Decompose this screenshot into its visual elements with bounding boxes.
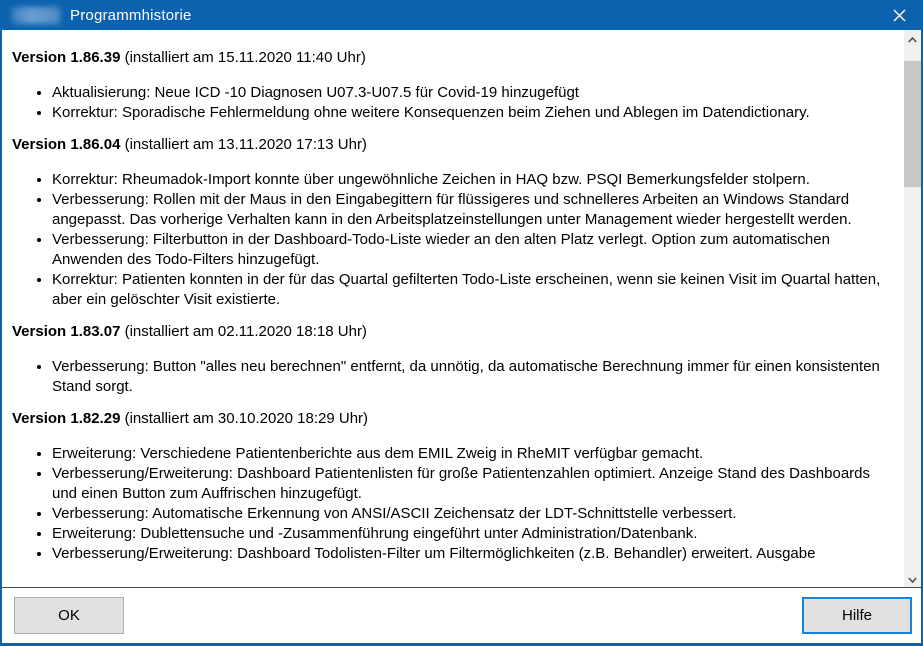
title-bar[interactable] <box>0 0 923 30</box>
close-icon <box>893 9 906 22</box>
version-installed: (installiert am 02.11.2020 18:18 Uhr) <box>124 323 367 340</box>
change-item: • Aktualisierung: Neue ICD -10 Diagnosen U07.3-U07.5 für Covid-19 hinzugefügt <box>52 83 884 103</box>
change-item: • Verbesserung: Rollen mit der Maus in den Eingabegittern für flüssigeres und schnelleres Arbeiten an Windows Standard angepasst. Das vorherige Verhalten kann in den Arbeitsplatzeinstellungen unter Management wieder hergestellt werden. <box>52 190 884 230</box>
history-panel <box>2 30 921 588</box>
change-item: • Erweiterung: Dublettensuche und -Zusammenführung eingeführt unter Administration/Datenbank. <box>52 524 884 544</box>
change-item: • Verbesserung/Erweiterung: Dashboard Todolisten-Filter um Filtermöglichkeiten (z.B. Behandler) erweitert. Ausgabe <box>52 544 884 564</box>
ok-button[interactable]: OK <box>14 597 124 634</box>
version-installed: (installiert am 13.11.2020 17:13 Uhr) <box>124 136 367 153</box>
change-item: • Verbesserung: Button "alles neu berechnen" entfernt, da unnötig, da automatische Berechnung immer für einen konsistenten Stand sorgt. <box>52 357 884 397</box>
version-number: Version 1.83.07 <box>12 323 121 340</box>
change-item: • Korrektur: Sporadische Fehlermeldung ohne weitere Konsequenzen beim Ziehen und Ablegen im Datendictionary. <box>52 103 884 123</box>
scrollbar-thumb[interactable] <box>904 61 921 187</box>
change-item: • Korrektur: Rheumadok-Import konnte über ungewöhnliche Zeichen in HAQ bzw. PSQI Bemerkungsfelder stolpern. <box>52 170 884 190</box>
chevron-down-icon <box>908 570 917 588</box>
change-item: • Erweiterung: Verschiedene Patientenberichte aus dem EMIL Zweig in RheMIT verfügbar gemacht. <box>52 444 884 464</box>
version-number: Version 1.82.29 <box>12 410 121 427</box>
version-heading <box>12 409 884 429</box>
scroll-down-button[interactable] <box>904 570 921 587</box>
version-section <box>12 48 884 123</box>
scrollbar[interactable] <box>904 30 921 587</box>
change-item: • Verbesserung: Filterbutton in der Dashboard-Todo-Liste wieder an den alten Platz verlegt. Option zum automatischen Anwenden des Todo-Filters hinzugefügt. <box>52 230 884 270</box>
history-content <box>2 30 904 587</box>
change-item: • Korrektur: Patienten konnten in der für das Quartal gefilterten Todo-Liste erscheinen, wenn sie keinen Visit im Quartal hatten, aber ein gelöschter Visit existierte. <box>52 270 884 310</box>
page-title: Programmhistorie <box>70 6 192 24</box>
change-list <box>12 83 884 123</box>
change-list <box>12 444 884 564</box>
version-section <box>12 409 884 564</box>
change-item: • Verbesserung: Automatische Erkennung von ANSI/ASCII Zeichensatz der LDT-Schnittstelle verbessert. <box>52 504 884 524</box>
version-installed: (installiert am 15.11.2020 11:40 Uhr) <box>124 49 366 66</box>
help-button[interactable]: Hilfe <box>802 597 912 634</box>
change-list <box>12 170 884 310</box>
chevron-up-icon <box>908 30 917 48</box>
version-section <box>12 322 884 397</box>
close-button[interactable] <box>875 0 923 30</box>
change-list <box>12 357 884 397</box>
version-number: Version 1.86.39 <box>12 49 121 66</box>
version-heading <box>12 48 884 68</box>
version-number: Version 1.86.04 <box>12 136 121 153</box>
change-item: • Verbesserung/Erweiterung: Dashboard Patientenlisten für große Patientenzahlen optimiert. Anzeige Stand des Dashboards und einen Button zum Auffrischen hinzugefügt. <box>52 464 884 504</box>
version-heading <box>12 135 884 155</box>
version-section <box>12 135 884 310</box>
scroll-up-button[interactable] <box>904 30 921 47</box>
button-bar <box>2 588 921 643</box>
version-heading <box>12 322 884 342</box>
version-installed: (installiert am 30.10.2020 18:29 Uhr) <box>124 410 369 427</box>
app-icon <box>12 7 60 24</box>
